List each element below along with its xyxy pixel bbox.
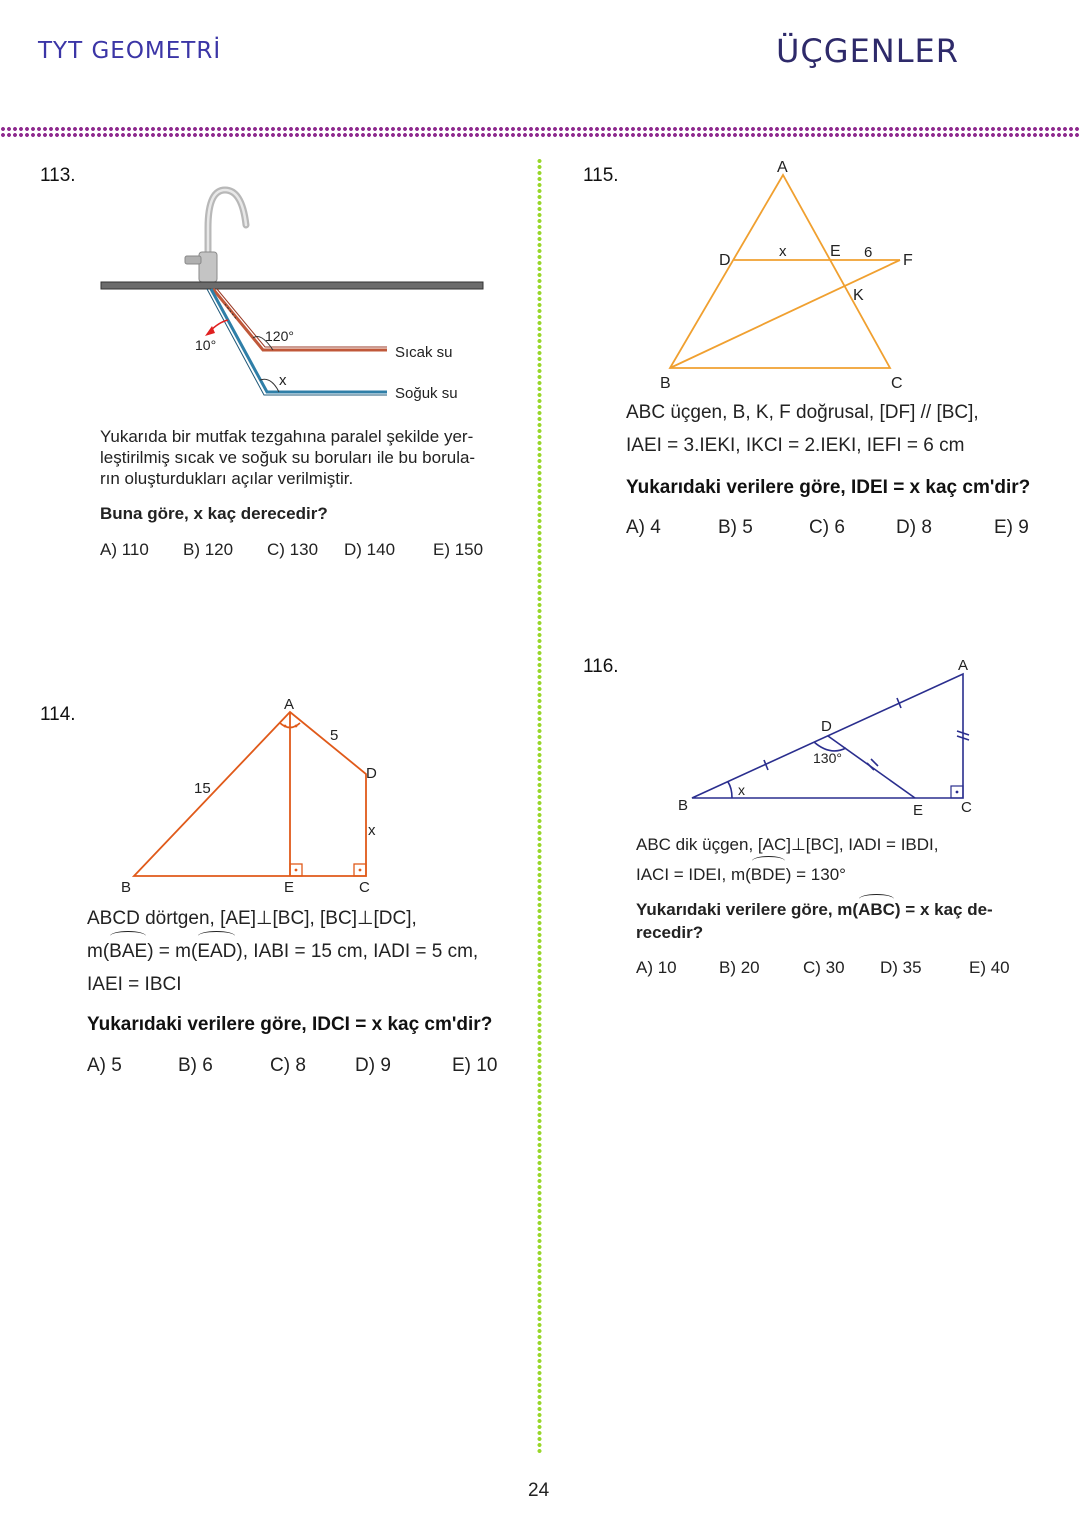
q116-arc-abc: ABC — [858, 900, 895, 919]
q115-line2: IAEI = 3.IEKI, IKCI = 2.IEKI, IEFI = 6 cm — [626, 435, 965, 456]
q114-label-x: x — [368, 822, 376, 839]
q115-options — [540, 517, 1080, 541]
q116-question-line2: recedir? — [636, 923, 704, 942]
q116-option-b[interactable]: B) 20 — [719, 958, 760, 977]
q115-label-x: x — [779, 243, 787, 260]
q113-options — [0, 540, 540, 564]
q116-option-e[interactable]: E) 40 — [969, 958, 1010, 977]
counter-bar — [101, 282, 483, 289]
q115-label-k: K — [853, 287, 864, 304]
q114-figure — [110, 690, 410, 900]
q116-line1: ABC dik üçgen, [AC]⊥[BC], IADI = IBDI, — [636, 835, 939, 854]
q115-number: 115. — [583, 165, 619, 186]
q115-option-c[interactable]: C) 6 — [809, 517, 845, 538]
q115-line1: ABC üçgen, B, K, F doğrusal, [DF] // [BC], — [626, 402, 979, 423]
q113-option-c[interactable]: C) 130 — [267, 540, 319, 559]
q116-question — [636, 898, 1056, 944]
q114-line2-mid: ) = m( — [147, 941, 198, 962]
q114-question: Yukarıdaki verilere göre, IDCI = x kaç cm'dir? — [87, 1014, 493, 1035]
q113-option-e[interactable]: E) 150 — [433, 540, 484, 559]
q113-label-hot: Sıcak su — [395, 344, 453, 361]
q113-text-line: leştirilmiş sıcak ve soğuk su boruları ile bu borula- — [100, 448, 476, 467]
q114-label-15: 15 — [194, 780, 211, 797]
q113-figure — [95, 180, 495, 410]
q114-option-c[interactable]: C) 8 — [270, 1055, 306, 1076]
header-divider — [0, 126, 1080, 138]
q114-label-e: E — [284, 879, 295, 896]
q115-label-6: 6 — [864, 244, 873, 261]
faucet-icon — [185, 190, 246, 282]
q113-label-120: 120° — [265, 328, 294, 344]
q114-options — [0, 1055, 540, 1079]
q115-figure — [650, 150, 950, 395]
q113-option-d[interactable]: D) 140 — [344, 540, 396, 559]
q115-option-d[interactable]: D) 8 — [896, 517, 932, 538]
q114-arc-ead: EAD — [197, 935, 236, 968]
q116-label-c: C — [961, 799, 972, 816]
q116-number: 116. — [583, 656, 619, 677]
q116-figure — [670, 650, 990, 825]
q116-label-e: E — [913, 802, 924, 819]
q116-arc-bde: BDE — [751, 860, 786, 890]
q116-question-line1 — [636, 898, 1056, 921]
q113-text-line: Yukarıda bir mutfak tezgahına paralel şekilde yer- — [100, 427, 474, 446]
q114-label-5: 5 — [330, 727, 339, 744]
q113-label-10: 10° — [195, 337, 217, 353]
q116-question-suffix: ) = x kaç de- — [894, 900, 993, 919]
q116-line2-prefix: IACI = IDEI, m( — [636, 865, 751, 884]
q116-option-d[interactable]: D) 35 — [880, 958, 922, 977]
q116-option-a[interactable]: A) 10 — [636, 958, 677, 977]
q115-label-c: C — [891, 375, 903, 392]
q113-description — [100, 426, 500, 489]
q114-line2 — [87, 935, 527, 968]
q113-question: Buna göre, x kaç derecedir? — [100, 504, 328, 523]
q116-options — [540, 958, 1080, 982]
q115-question: Yukarıdaki verilere göre, IDEI = x kaç cm'dir? — [626, 477, 1031, 498]
q114-line3: IAEI = IBCI — [87, 974, 182, 995]
q116-description — [636, 830, 1056, 890]
q115-label-e: E — [830, 243, 841, 260]
header-subject: TYT GEOMETRİ — [38, 38, 222, 64]
q113-label-cold: Soğuk su — [395, 385, 458, 402]
q115-label-b: B — [660, 375, 671, 392]
q115-option-b[interactable]: B) 5 — [718, 517, 753, 538]
q114-label-a: A — [284, 696, 295, 713]
q116-label-130: 130° — [813, 750, 842, 766]
q113-option-b[interactable]: B) 120 — [183, 540, 234, 559]
q114-label-c: C — [359, 879, 370, 896]
q116-option-c[interactable]: C) 30 — [803, 958, 845, 977]
q114-option-d[interactable]: D) 9 — [355, 1055, 391, 1076]
q116-label-a: A — [958, 657, 969, 674]
q114-option-b[interactable]: B) 6 — [178, 1055, 213, 1076]
q114-arc-bae: BAE — [109, 935, 147, 968]
header-topic: ÜÇGENLER — [776, 32, 959, 70]
q114-option-e[interactable]: E) 10 — [452, 1055, 498, 1076]
q113-number: 113. — [40, 165, 76, 186]
q115-label-d: D — [719, 252, 731, 269]
q114-line2-prefix: m( — [87, 941, 110, 962]
q114-description — [87, 902, 527, 1001]
q114-line1: ABCD dörtgen, [AE]⊥[BC], [BC]⊥[DC], — [87, 908, 417, 929]
q115-option-e[interactable]: E) 9 — [994, 517, 1029, 538]
q115-label-a: A — [777, 159, 788, 176]
q113-text-line: rın oluşturdukları açılar verilmiştir. — [100, 469, 354, 488]
q116-label-d: D — [821, 718, 832, 735]
q116-label-x: x — [738, 782, 745, 798]
q116-label-b: B — [678, 797, 689, 814]
column-divider — [537, 158, 542, 1453]
q116-question-prefix: Yukarıdaki verilere göre, m( — [636, 900, 859, 919]
page-number: 24 — [528, 1480, 550, 1501]
q116-line2 — [636, 860, 1056, 890]
q113-option-a[interactable]: A) 110 — [100, 540, 149, 559]
q116-line2-suffix: ) = 130° — [785, 865, 846, 884]
q114-label-b: B — [121, 879, 132, 896]
q114-label-d: D — [366, 765, 377, 782]
q115-label-f: F — [903, 252, 913, 269]
q113-label-x: x — [279, 372, 287, 389]
q115-option-a[interactable]: A) 4 — [626, 517, 661, 538]
q114-option-a[interactable]: A) 5 — [87, 1055, 122, 1076]
q115-description — [626, 396, 1066, 462]
q114-number: 114. — [40, 704, 76, 725]
q114-line2-suffix: ), IABI = 15 cm, IADI = 5 cm, — [236, 941, 479, 962]
